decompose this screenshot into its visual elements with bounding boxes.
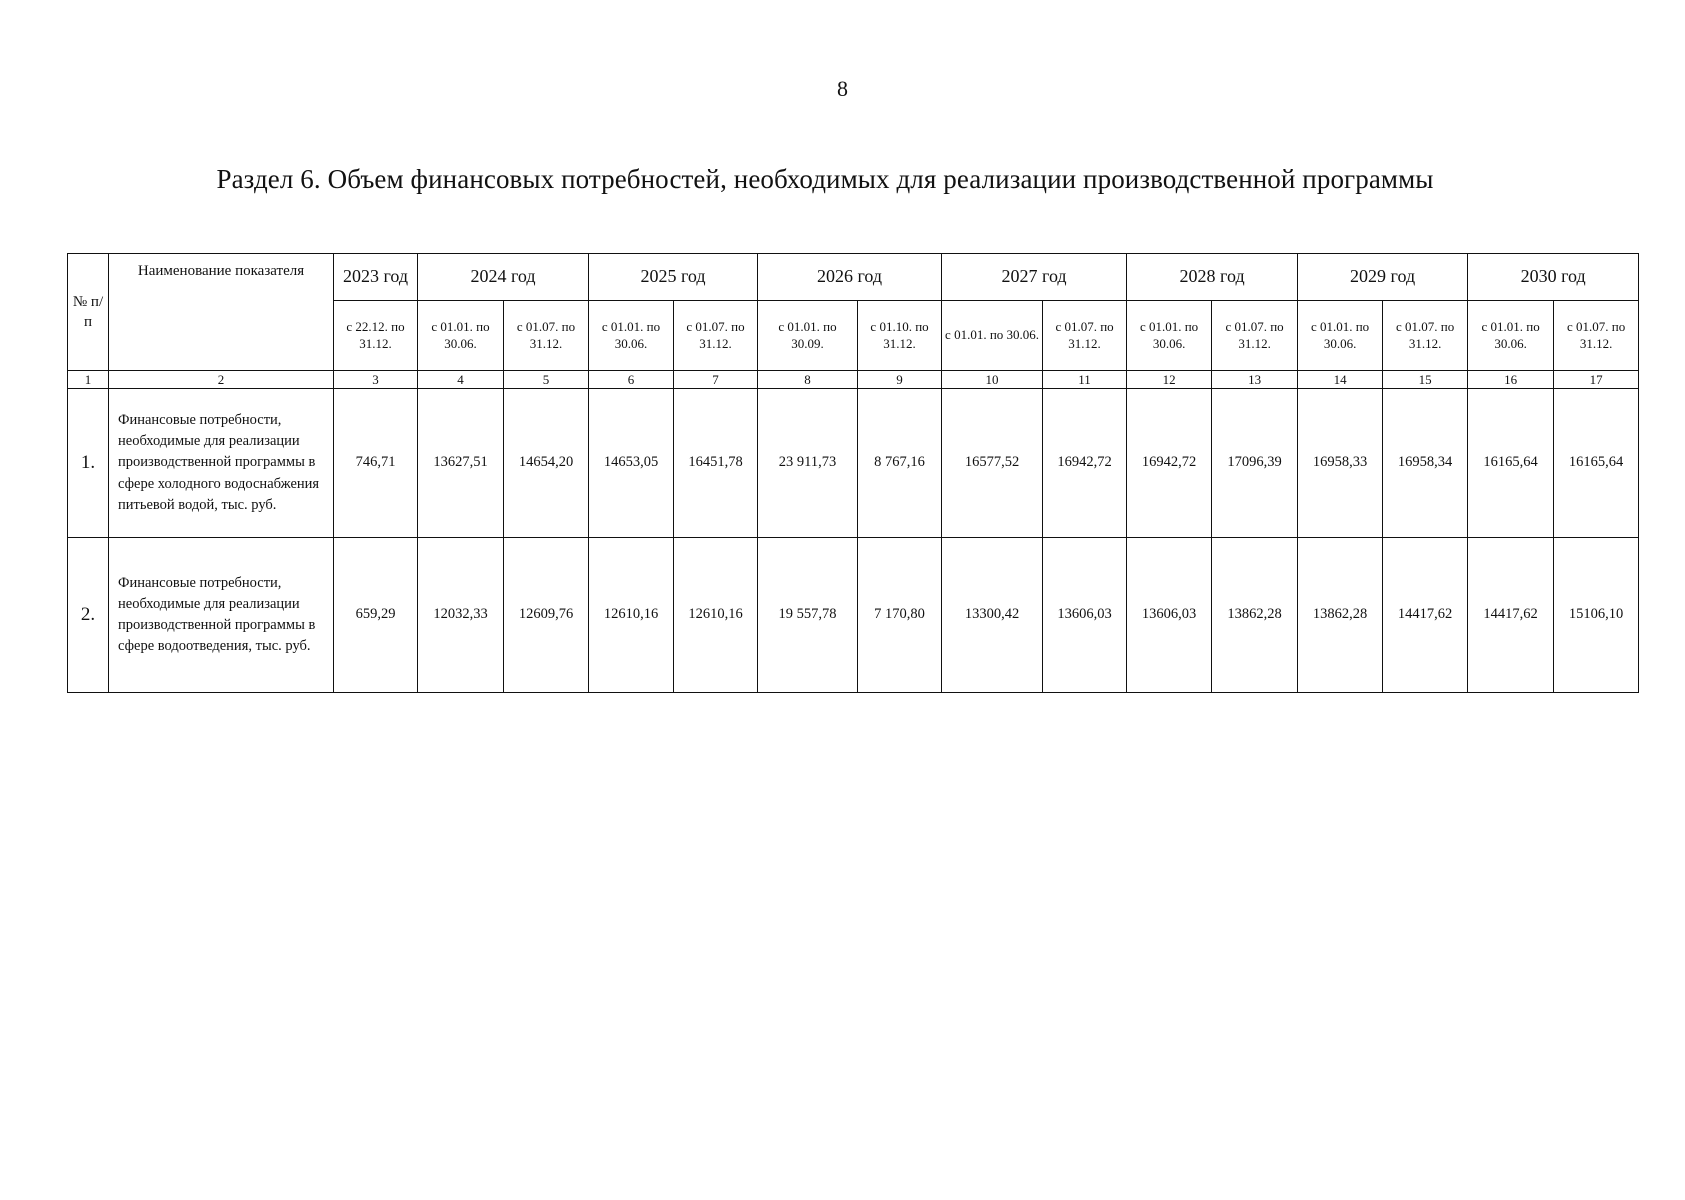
- column-number: 10: [942, 371, 1043, 389]
- value-cell: 16165,64: [1554, 389, 1639, 538]
- header-period: с 01.01. по 30.06.: [1468, 301, 1554, 371]
- value-cell: 23 911,73: [758, 389, 858, 538]
- column-number: 15: [1383, 371, 1468, 389]
- column-number: 9: [858, 371, 942, 389]
- value-cell: 7 170,80: [858, 538, 942, 693]
- header-indicator-name: Наименование показателя: [109, 254, 334, 371]
- value-cell: 13862,28: [1212, 538, 1298, 693]
- table-row: [68, 538, 1639, 693]
- value-cell: 13627,51: [418, 389, 504, 538]
- financial-needs-table: [67, 253, 1639, 693]
- column-number-row: [68, 371, 1639, 389]
- header-year-2027: 2027 год: [942, 254, 1127, 301]
- column-number: 6: [589, 371, 674, 389]
- indicator-name: Финансовые потребности, необходимые для реализации производственной программы в сфере холодного водоснабжения питьевой водой, тыс. руб.: [109, 389, 334, 538]
- header-period: с 01.01. по 30.09.: [758, 301, 858, 371]
- header-period: с 01.01. по 30.06.: [942, 301, 1043, 371]
- value-cell: 16942,72: [1043, 389, 1127, 538]
- page-number: 8: [837, 76, 848, 101]
- year-header-row: [68, 254, 1639, 301]
- column-number: 13: [1212, 371, 1298, 389]
- value-cell: 12610,16: [674, 538, 758, 693]
- value-cell: 12032,33: [418, 538, 504, 693]
- value-cell: 13606,03: [1043, 538, 1127, 693]
- header-period: с 01.07. по 31.12.: [674, 301, 758, 371]
- header-period: с 01.01. по 30.06.: [1127, 301, 1212, 371]
- value-cell: 17096,39: [1212, 389, 1298, 538]
- header-period: с 22.12. по 31.12.: [334, 301, 418, 371]
- column-number: 8: [758, 371, 858, 389]
- value-cell: 16451,78: [674, 389, 758, 538]
- value-cell: 14417,62: [1383, 538, 1468, 693]
- column-number: 7: [674, 371, 758, 389]
- value-cell: 19 557,78: [758, 538, 858, 693]
- header-year-2025: 2025 год: [589, 254, 758, 301]
- value-cell: 14417,62: [1468, 538, 1554, 693]
- header-period: с 01.01. по 30.06.: [1298, 301, 1383, 371]
- column-number: 12: [1127, 371, 1212, 389]
- column-number: 2: [109, 371, 334, 389]
- header-year-2026: 2026 год: [758, 254, 942, 301]
- header-year-2023: 2023 год: [334, 254, 418, 301]
- header-year-2030: 2030 год: [1468, 254, 1639, 301]
- value-cell: 16958,34: [1383, 389, 1468, 538]
- header-period: с 01.07. по 31.12.: [1043, 301, 1127, 371]
- header-year-2024: 2024 год: [418, 254, 589, 301]
- header-period: с 01.07. по 31.12.: [1383, 301, 1468, 371]
- indicator-name: Финансовые потребности, необходимые для реализации производственной программы в сфере водоотведения, тыс. руб.: [109, 538, 334, 693]
- value-cell: 12610,16: [589, 538, 674, 693]
- value-cell: 13862,28: [1298, 538, 1383, 693]
- header-period: с 01.01. по 30.06.: [418, 301, 504, 371]
- column-number: 14: [1298, 371, 1383, 389]
- column-number: 4: [418, 371, 504, 389]
- section-title: Раздел 6. Объем финансовых потребностей, необходимых для реализации производственной программы: [216, 164, 1434, 194]
- value-cell: 16577,52: [942, 389, 1043, 538]
- value-cell: 14654,20: [504, 389, 589, 538]
- header-year-2028: 2028 год: [1127, 254, 1298, 301]
- row-number: 2.: [68, 538, 109, 693]
- header-period: с 01.07. по 31.12.: [504, 301, 589, 371]
- column-number: 1: [68, 371, 109, 389]
- value-cell: 16958,33: [1298, 389, 1383, 538]
- value-cell: 746,71: [334, 389, 418, 538]
- header-row-number: № п/ п: [68, 254, 109, 371]
- header-year-2029: 2029 год: [1298, 254, 1468, 301]
- value-cell: 13606,03: [1127, 538, 1212, 693]
- column-number: 11: [1043, 371, 1127, 389]
- header-period: с 01.07. по 31.12.: [1212, 301, 1298, 371]
- value-cell: 14653,05: [589, 389, 674, 538]
- header-period: с 01.01. по 30.06.: [589, 301, 674, 371]
- header-period: с 01.10. по 31.12.: [858, 301, 942, 371]
- value-cell: 659,29: [334, 538, 418, 693]
- value-cell: 13300,42: [942, 538, 1043, 693]
- column-number: 17: [1554, 371, 1639, 389]
- value-cell: 16165,64: [1468, 389, 1554, 538]
- column-number: 5: [504, 371, 589, 389]
- header-period: с 01.07. по 31.12.: [1554, 301, 1639, 371]
- table-row: [68, 389, 1639, 538]
- value-cell: 8 767,16: [858, 389, 942, 538]
- column-number: 3: [334, 371, 418, 389]
- column-number: 16: [1468, 371, 1554, 389]
- row-number: 1.: [68, 389, 109, 538]
- value-cell: 15106,10: [1554, 538, 1639, 693]
- value-cell: 16942,72: [1127, 389, 1212, 538]
- value-cell: 12609,76: [504, 538, 589, 693]
